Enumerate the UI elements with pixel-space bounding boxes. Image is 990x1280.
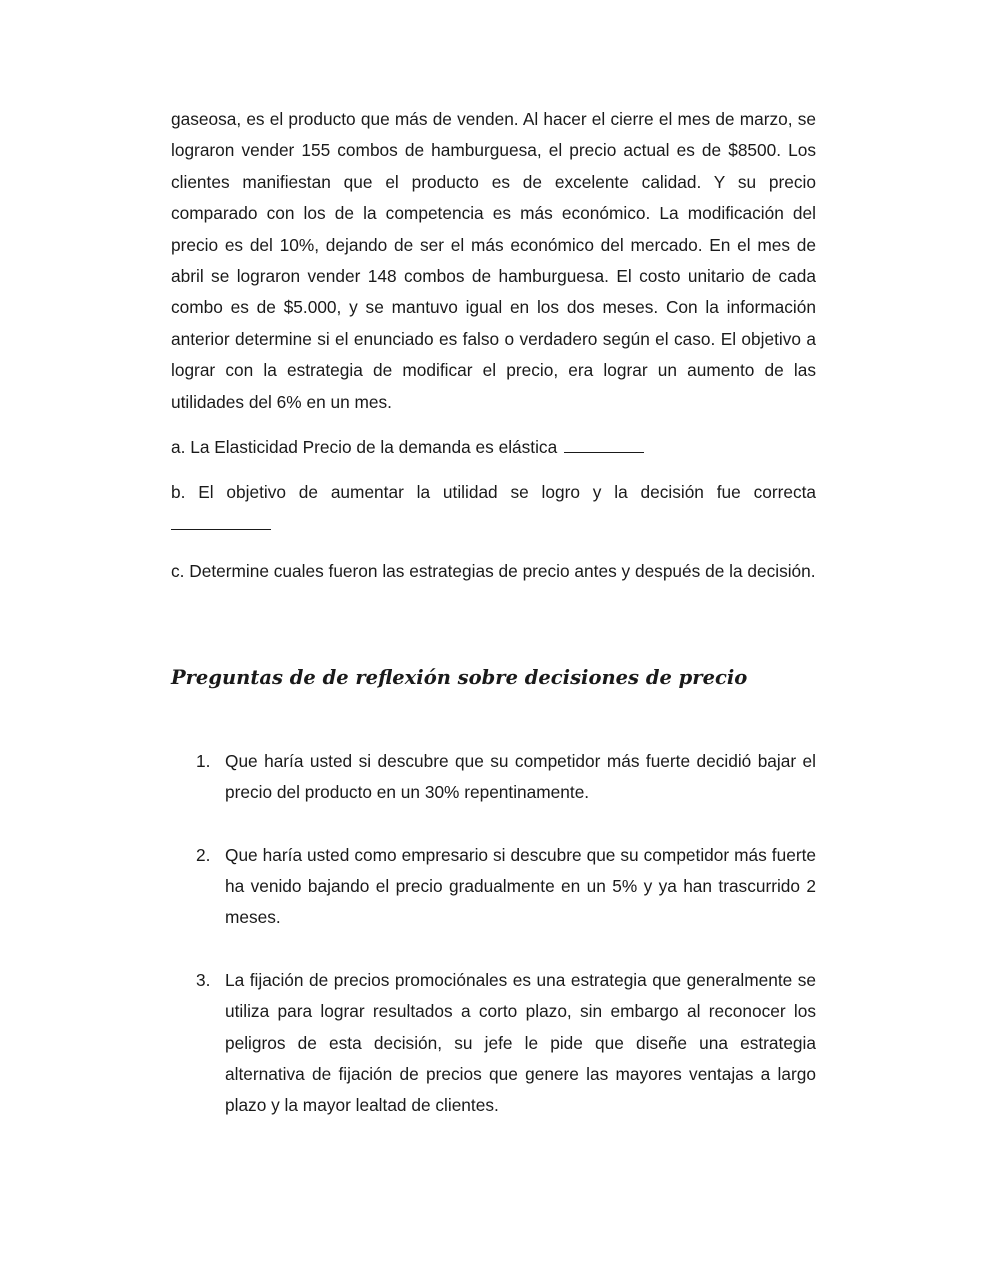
list-item xyxy=(171,840,816,934)
list-item-number: 2. xyxy=(196,844,211,865)
section-heading: Preguntas de de reflexión sobre decisiones de precio xyxy=(171,665,748,689)
answer-blank-b xyxy=(171,511,271,530)
question-a xyxy=(171,432,816,463)
list-item-text: Que haría usted si descubre que su competidor más fuerte decidió bajar el precio del producto en un 30% repentinamente. xyxy=(225,750,816,803)
question-c: c. Determine cuales fueron las estrategias de precio antes y después de la decisión. xyxy=(171,561,816,582)
list-item-text: La fijación de precios promociónales es una estrategia que generalmente se utiliza para lograr resultados a corto plazo, sin embargo al reconocer los peligros de esta decisión, su jefe le pide que diseñe una estrategia alternativa de fijación de precios que genere las mayores ventajas a largo plazo y la mayor lealtad de clientes. xyxy=(225,969,816,1116)
list-item-number: 3. xyxy=(196,969,211,990)
list-item xyxy=(171,746,816,809)
answer-blank-a xyxy=(564,434,644,453)
question-b xyxy=(171,477,816,540)
list-item xyxy=(171,965,816,1122)
question-b-text: b. El objetivo de aumentar la utilidad se logro y la decisión fue correcta xyxy=(171,482,816,503)
body-paragraph: gaseosa, es el producto que más de venden. Al hacer el cierre el mes de marzo, se lograron vender 155 combos de hamburguesa, el precio actual es de $8500. Los clientes manifiestan que el producto es de excelente calidad. Y su precio comparado con los de la competencia es más económico. La modificación del precio es del 10%, dejando de ser el más económico del mercado. En el mes de abril se lograron vender 148 combos de hamburguesa. El costo unitario de cada combo es de $5.000, y se mantuvo igual en los dos meses. Con la información anterior determine si el enunciado es falso o verdadero según el caso. El objetivo a lograr con la estrategia de modificar el precio, era lograr un aumento de las utilidades del 6% en un mes. xyxy=(171,109,816,412)
page-content xyxy=(171,104,816,1122)
list-item-text: Que haría usted como empresario si descubre que su competidor más fuerte ha venido bajando el precio gradualmente en un 5% y ya han trascurrido 2 meses. xyxy=(225,844,816,928)
question-a-text: a. La Elasticidad Precio de la demanda es elástica xyxy=(171,437,558,458)
list-item-number: 1. xyxy=(196,750,211,771)
reflection-questions-list xyxy=(171,746,816,1122)
